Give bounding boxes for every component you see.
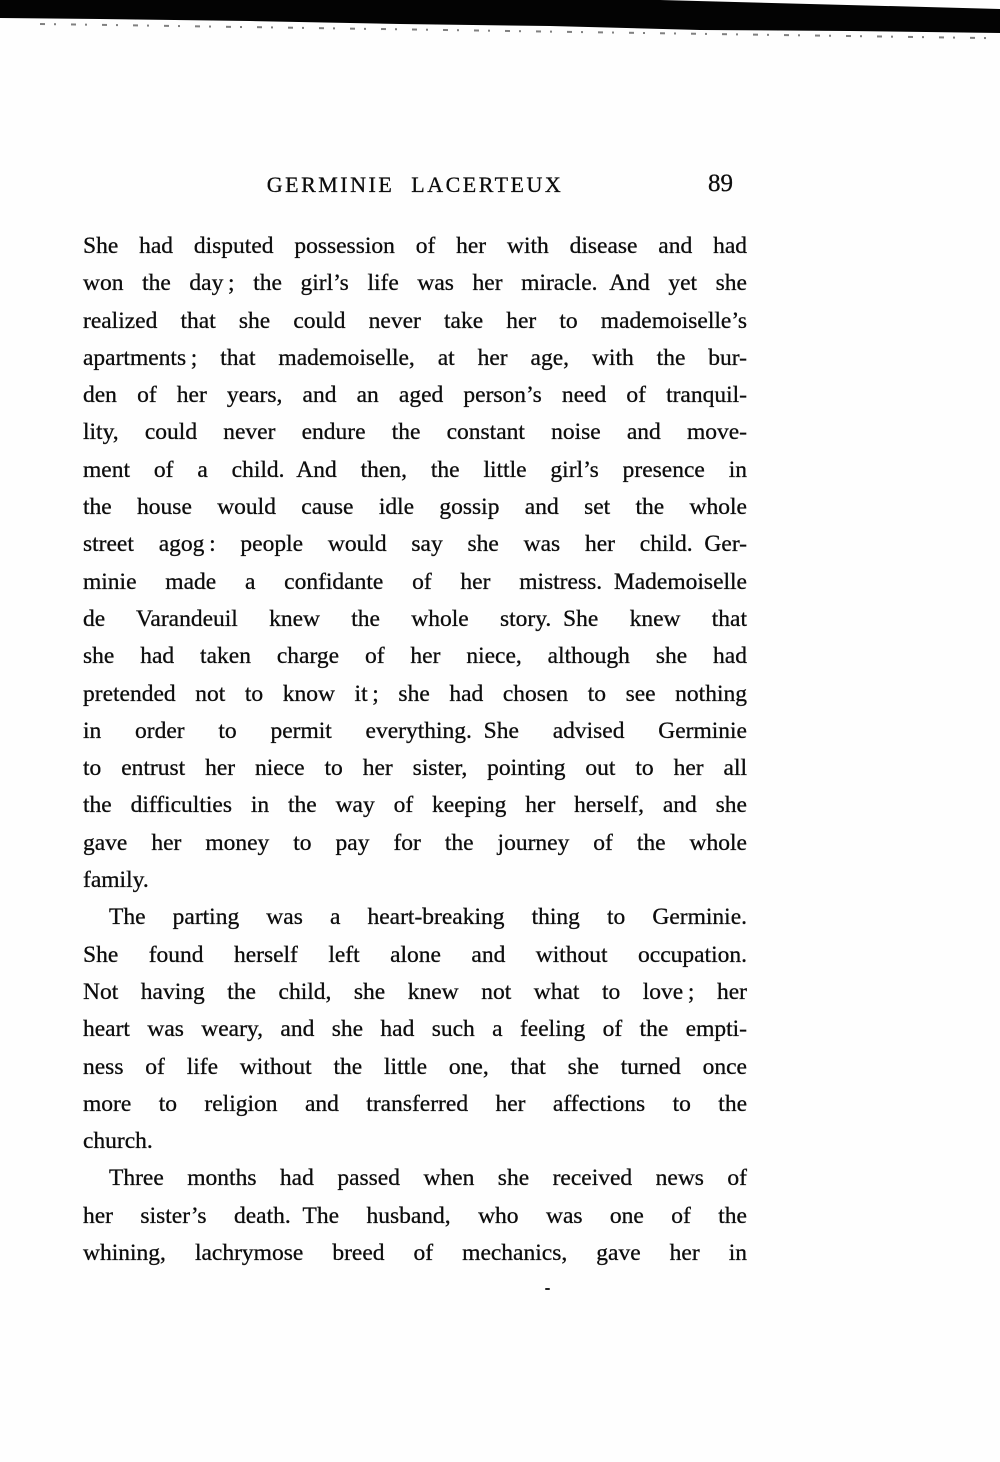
text-line: apartments ; that mademoiselle, at her age, with the bur-: [83, 344, 747, 371]
ink-speck-artifact: [545, 1288, 550, 1290]
text-line: in order to permit everything. She advised Germinie: [83, 717, 747, 744]
text-line: street agog : people would say she was her child. Ger-: [83, 531, 747, 558]
text-line: whining, lachrymose breed of mechanics, gave her in: [83, 1240, 747, 1267]
text-line: more to religion and transferred her affections to the: [83, 1090, 747, 1117]
paragraph: [83, 1160, 747, 1272]
text-line: ment of a child. And then, the little girl’s presence in: [83, 456, 747, 483]
text-line: minie made a confidante of her mistress. Mademoiselle: [83, 568, 747, 595]
text-line: family.: [83, 867, 149, 894]
text-line: lity, could never endure the constant noise and move-: [83, 419, 747, 446]
paragraph: [83, 228, 747, 899]
body-text: [83, 228, 747, 1272]
text-line: den of her years, and an aged person’s need of tranquil-: [83, 382, 747, 409]
text-line: Three months had passed when she received news of: [109, 1165, 747, 1192]
page-number: 89: [708, 170, 733, 197]
text-line: won the day ; the girl’s life was her miracle. And yet she: [83, 270, 747, 297]
text-line: to entrust her niece to her sister, pointing out to her all: [83, 755, 747, 782]
text-line: pretended not to know it ; she had chosen to see nothing: [83, 680, 747, 707]
text-line: the difficulties in the way of keeping her herself, and she: [83, 792, 747, 819]
text-line: church.: [83, 1128, 153, 1155]
text-line: gave her money to pay for the journey of the whole: [83, 829, 747, 856]
text-line: ness of life without the little one, that she turned once: [83, 1053, 747, 1080]
text-line: Not having the child, she knew not what to love ; her: [83, 978, 747, 1005]
text-line: She found herself left alone and without occupation.: [83, 941, 747, 968]
book-title-header: GERMINIE LACERTEUX: [266, 172, 564, 197]
text-line: She had disputed possession of her with disease and had: [83, 233, 747, 259]
text-line: her sister’s death. The husband, who was one of the: [83, 1202, 747, 1229]
running-header: [83, 172, 747, 206]
text-line: heart was weary, and she had such a feeling of the empti-: [83, 1016, 747, 1043]
text-line: she had taken charge of her niece, although she had: [83, 643, 747, 670]
paragraph: [83, 899, 747, 1160]
text-line: de Varandeuil knew the whole story. She knew that: [83, 605, 747, 632]
text-line: The parting was a heart-breaking thing to Germinie.: [109, 904, 747, 931]
text-line: realized that she could never take her to mademoiselle’s: [83, 307, 747, 334]
text-line: the house would cause idle gossip and set the whole: [83, 494, 747, 521]
